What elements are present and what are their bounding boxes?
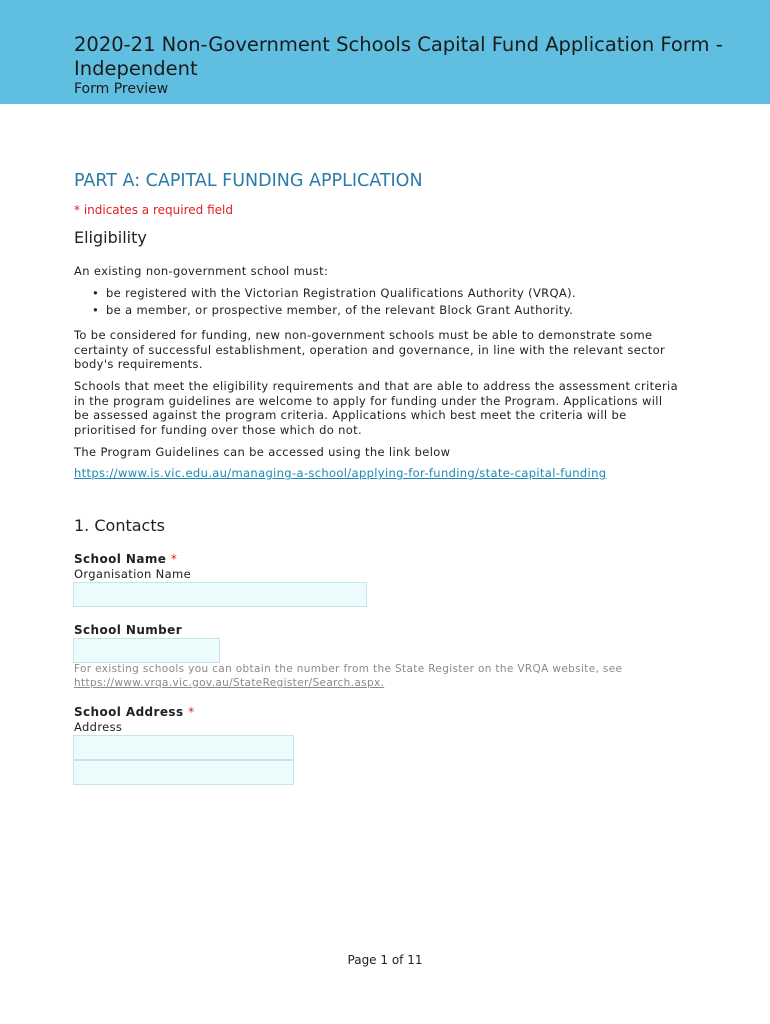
form-header bbox=[0, 0, 770, 104]
address-line-1-input[interactable] bbox=[73, 735, 294, 760]
school-name-label-text: School Name bbox=[74, 552, 167, 566]
school-address-label-text: School Address bbox=[74, 705, 184, 719]
form-preview-label: Form Preview bbox=[74, 81, 169, 97]
form-title: 2020-21 Non-Government Schools Capital Fund Application Form - Independent bbox=[74, 33, 723, 80]
address-line-2-input[interactable] bbox=[73, 760, 294, 785]
organisation-name-sublabel: Organisation Name bbox=[74, 567, 192, 581]
list-item bbox=[92, 302, 576, 319]
eligibility-heading: Eligibility bbox=[74, 228, 147, 247]
part-title: PART A: CAPITAL FUNDING APPLICATION bbox=[74, 171, 423, 191]
eligibility-bullet-list bbox=[92, 285, 576, 318]
school-number-hint: For existing schools you can obtain the number from the State Register on the VRQA website, see bbox=[74, 663, 623, 675]
school-name-input[interactable] bbox=[73, 582, 367, 607]
eligibility-intro: An existing non-government school must: bbox=[74, 264, 329, 278]
page-number: Page 1 of 11 bbox=[347, 953, 423, 967]
required-star: * bbox=[170, 552, 178, 566]
guidelines-link[interactable]: https://www.is.vic.edu.au/managing-a-school/applying-for-funding/state-capital-funding bbox=[74, 466, 607, 480]
contacts-heading: 1. Contacts bbox=[74, 516, 165, 535]
vrqa-register-link[interactable]: https://www.vrqa.vic.gov.au/StateRegister/Search.aspx. bbox=[74, 677, 385, 689]
school-address-label bbox=[74, 705, 194, 719]
bullet-dot-icon: • bbox=[92, 286, 100, 300]
eligibility-paragraph-new-schools: To be considered for funding, new non-government schools must be able to demonstrate some certainty of successful establishment, operation and governance, in line with the relevant sector body's requirements. bbox=[74, 328, 666, 372]
required-field-note: * indicates a required field bbox=[74, 203, 233, 217]
address-sublabel: Address bbox=[74, 720, 123, 734]
school-number-input[interactable] bbox=[73, 638, 220, 663]
bullet-dot-icon: • bbox=[92, 302, 100, 317]
guidelines-note: The Program Guidelines can be accessed using the link below bbox=[74, 445, 451, 459]
eligibility-paragraph-criteria: Schools that meet the eligibility requirements and that are able to address the assessment criteria in the program guidelines are welcome to apply for funding under the Program. Applications will be assessed against the program criteria. Applications which best meet the criteria will be prioritised for funding over those which do not. bbox=[74, 379, 678, 437]
required-star: * bbox=[188, 705, 195, 719]
bullet-text: be a member, or prospective member, of the relevant Block Grant Authority. bbox=[106, 302, 574, 317]
school-name-label bbox=[74, 552, 177, 566]
bullet-text: be registered with the Victorian Registration Qualifications Authority (VRQA). bbox=[106, 286, 576, 300]
list-item bbox=[92, 285, 576, 302]
school-number-label: School Number bbox=[74, 623, 183, 637]
